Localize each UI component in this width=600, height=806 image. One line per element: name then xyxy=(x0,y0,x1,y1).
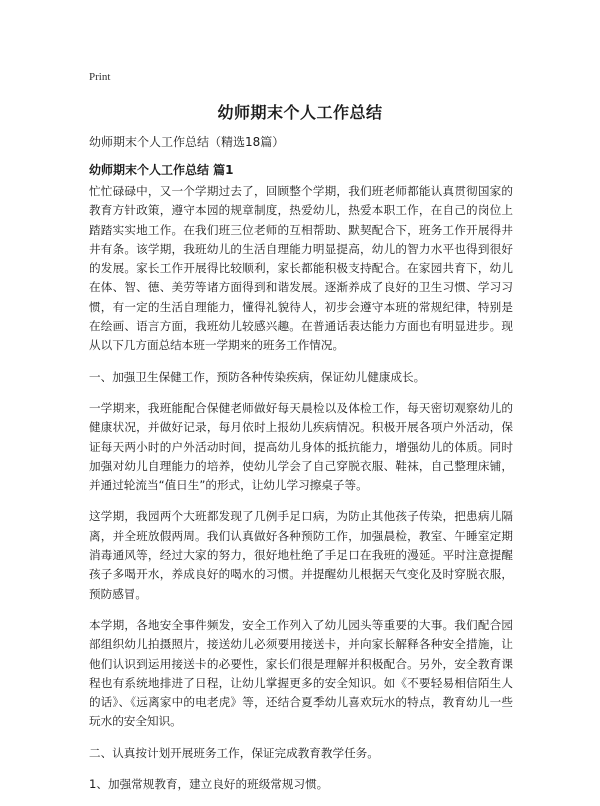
body-paragraph-3: 一学期来，我班能配合保健老师做好每天晨检以及体检工作，每天密切观察幼儿的健康状况，并做好记录，每月依时上报幼儿疾病情况。积极开展各项户外活动，保证每天两小时的户外活动时间，提高幼儿身体的抵抗能力，增强幼儿的体质。同时加强对幼儿自理能力的培养，使幼儿学会了自己穿脱衣服、鞋袜，自己整理床铺，并通过轮流当“值日生”的形式，让幼儿学习擦桌子等。 xyxy=(89,400,513,493)
body-paragraph-6: 二、认真按计划开展班务工作，保证完成教育教学任务。 xyxy=(89,745,379,760)
document-body xyxy=(89,182,513,806)
print-label: Print xyxy=(89,71,111,83)
body-paragraph-7: 1、加强常规教育，建立良好的班级常规习惯。 xyxy=(89,777,329,792)
body-paragraph-2: 一、加强卫生保健工作，预防各种传染疾病，保证幼儿健康成长。 xyxy=(89,369,426,384)
body-paragraph-5: 本学期，各地安全事件频发，安全工作列入了幼儿园头等重要的大事。我们配合园部组织幼儿拍摄照片，接送幼儿必须要用接送卡，并向家长解释各种安全措施，让他们认识到运用接送卡的必要性，家长们很是理解并积极配合。另外，安全教育课程也有系统地排进了日程，让幼儿掌握更多的安全知识。如《不要轻易相信陌生人的话》、《远离家中的电老虎》等，还结合夏季幼儿喜欢玩水的特点，教育幼儿一些玩水的安全知识。 xyxy=(89,617,513,729)
document-subtitle: 幼师期末个人工作总结（精选18篇） xyxy=(89,135,285,149)
section-heading: 幼师期末个人工作总结 篇1 xyxy=(89,163,234,177)
body-paragraph-1: 忙忙碌碌中，又一个学期过去了，回顾整个学期，我们班老师都能认真贯彻国家的教育方针政策，遵守本园的规章制度，热爱幼儿，热爱本职工作，在自己的岗位上踏踏实实地工作。在我们班三位老师的互相帮助、默契配合下，班务工作开展得井井有条。该学期，我班幼儿的生活自理能力明显提高，幼儿的智力水平也得到很好的发展。家长工作开展得比较顺利，家长都能积极支持配合。在家园共育下，幼儿在体、智、德、美劳等诸方面得到和谐发展。逐渐养成了良好的卫生习惯、学习习惯，有一定的生活自理能力，懂得礼貌待人，初步会遵守本班的常规纪律，特别是在绘画、语言方面，我班幼儿较感兴趣。在普通话表达能力方面也有明显进步。现从以下几方面总结本班一学期来的班务工作情况。 xyxy=(89,184,513,353)
body-paragraph-4: 这学期，我园两个大班都发现了几例手足口病，为防止其他孩子传染，把患病儿隔离，并全班放假两周。我们认真做好各种预防工作，加强晨检，教室、午睡室定期消毒通风等，经过大家的努力，很好地杜绝了手足口在我班的漫延。平时注意提醒孩子多喝开水，养成良好的喝水的习惯。并提醒幼儿根据天气变化及时穿脱衣服，预防感冒。 xyxy=(89,509,513,601)
document-title: 幼师期末个人工作总结 xyxy=(217,103,383,122)
